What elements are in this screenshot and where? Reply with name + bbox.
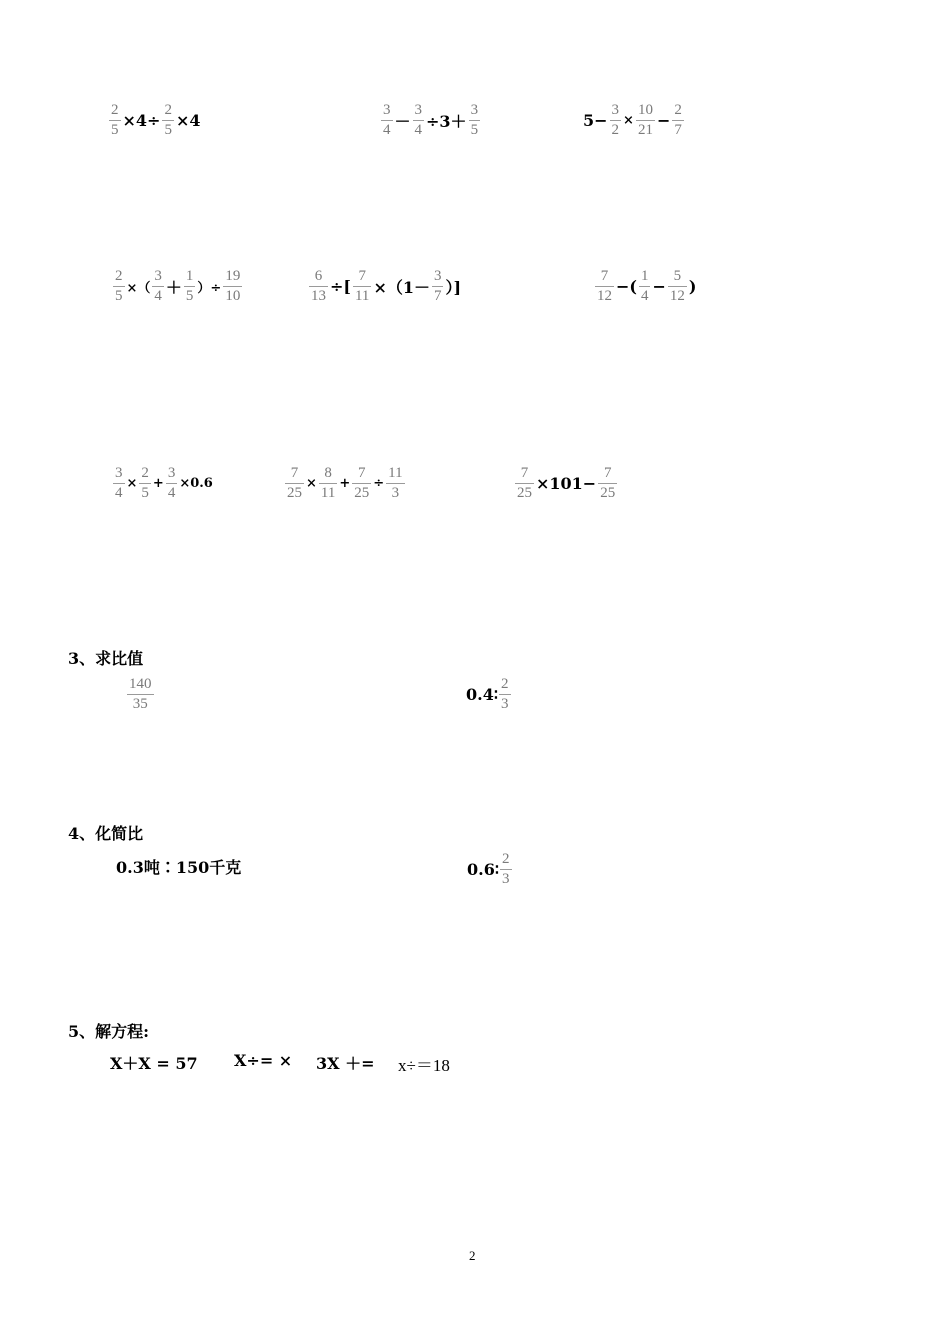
fraction: $\frac{3}{4}$: [115, 464, 123, 501]
operator: ×4: [175, 110, 201, 130]
operator: ＋: [165, 277, 182, 297]
fraction: $\frac{2}{3}$: [501, 675, 509, 712]
operator: 5−: [583, 110, 608, 130]
fraction: $\frac{3}{4}$: [414, 101, 423, 138]
fraction: $\frac{2}{5}$: [164, 101, 172, 138]
expression-9: [514, 459, 618, 507]
ratio-text: 0.3吨∶150千克: [116, 857, 242, 877]
ratio-value-b: [466, 670, 512, 718]
fraction: $\frac{5}{12}$: [669, 267, 685, 304]
operator: ×: [306, 475, 317, 491]
equation-4: x÷＝18: [398, 1056, 450, 1075]
fraction: $\frac{10}{21}$: [637, 101, 653, 138]
fraction: $\frac{1}{4}$: [640, 267, 649, 304]
fraction: $\frac{3}{7}$: [433, 267, 442, 304]
expression-8: [284, 459, 406, 507]
operator: −(: [616, 276, 637, 296]
fraction: $\frac{2}{5}$: [141, 464, 149, 501]
fraction: $\frac{3}{2}$: [611, 101, 620, 138]
operator: −: [652, 276, 666, 296]
operator: －: [394, 111, 411, 131]
fraction: $\frac{7}{25}$: [354, 464, 370, 501]
fraction: $\frac{7}{25}$: [287, 464, 302, 501]
simplify-ratio-a: [116, 842, 241, 890]
fraction: $\frac{7}{25}$: [517, 464, 532, 501]
fraction: $\frac{3}{4}$: [167, 464, 176, 501]
ratio-prefix: 0.6∶: [467, 859, 499, 879]
fraction: $\frac{7}{25}$: [600, 464, 616, 501]
fraction: $\frac{2}{5}$: [111, 101, 119, 138]
expression-6: [594, 262, 697, 310]
fraction: $\frac{2}{5}$: [115, 267, 123, 304]
fraction: $\frac{11}{3}$: [388, 464, 403, 501]
fraction: $\frac{8}{11}$: [320, 464, 336, 501]
operator: ×: [623, 112, 634, 128]
fraction: $\frac{19}{10}$: [225, 267, 241, 304]
operator: ×（: [126, 280, 151, 296]
fraction: $\frac{2}{7}$: [674, 101, 682, 138]
operator: +: [152, 475, 164, 491]
operator: ）÷: [197, 280, 222, 296]
fraction: $\frac{3}{4}$: [383, 101, 391, 138]
operator: ×4÷: [122, 110, 161, 130]
fraction: $\frac{3}{4}$: [154, 267, 162, 304]
equation-3: 3X ＋=: [316, 1054, 375, 1073]
simplify-ratio-b: [467, 845, 513, 893]
operator: ÷[: [330, 276, 351, 296]
operator: ）]: [445, 277, 462, 297]
equation-1: X＋X = 57: [110, 1054, 198, 1073]
operator: ×（1－: [373, 277, 430, 297]
ratio-value-a: [126, 670, 155, 718]
operator: ÷3＋: [426, 111, 467, 131]
operator: ×101−: [536, 473, 597, 493]
operator: ): [688, 276, 697, 296]
equation-2: X÷= ×: [234, 1051, 293, 1070]
expression-3: [582, 96, 685, 144]
fraction: $\frac{2}{3}$: [502, 850, 510, 887]
expression-1: [108, 96, 202, 144]
fraction: $\frac{140}{35}$: [129, 675, 152, 712]
expression-2: [380, 96, 481, 144]
fraction: $\frac{7}{11}$: [354, 267, 370, 304]
operator: ×0.6: [179, 475, 213, 491]
expression-7: [112, 459, 214, 507]
expression-4: [112, 262, 243, 310]
section-5-heading: 5、解方程:: [68, 1022, 150, 1041]
fraction: $\frac{1}{5}$: [185, 267, 194, 304]
ratio-prefix: 0.4∶: [466, 684, 498, 704]
fraction: $\frac{7}{12}$: [597, 267, 612, 304]
operator: −: [656, 110, 671, 130]
fraction: $\frac{6}{13}$: [311, 267, 326, 304]
operator: ÷: [373, 475, 385, 491]
section-3-heading: 3、求比值: [68, 649, 144, 668]
expression-5: [308, 262, 462, 310]
fraction: $\frac{3}{5}$: [470, 101, 479, 138]
operator: +: [339, 475, 351, 491]
page-number: 2: [469, 1248, 476, 1263]
operator: ×: [126, 475, 138, 491]
section-4-heading: 4、化简比: [68, 824, 144, 843]
